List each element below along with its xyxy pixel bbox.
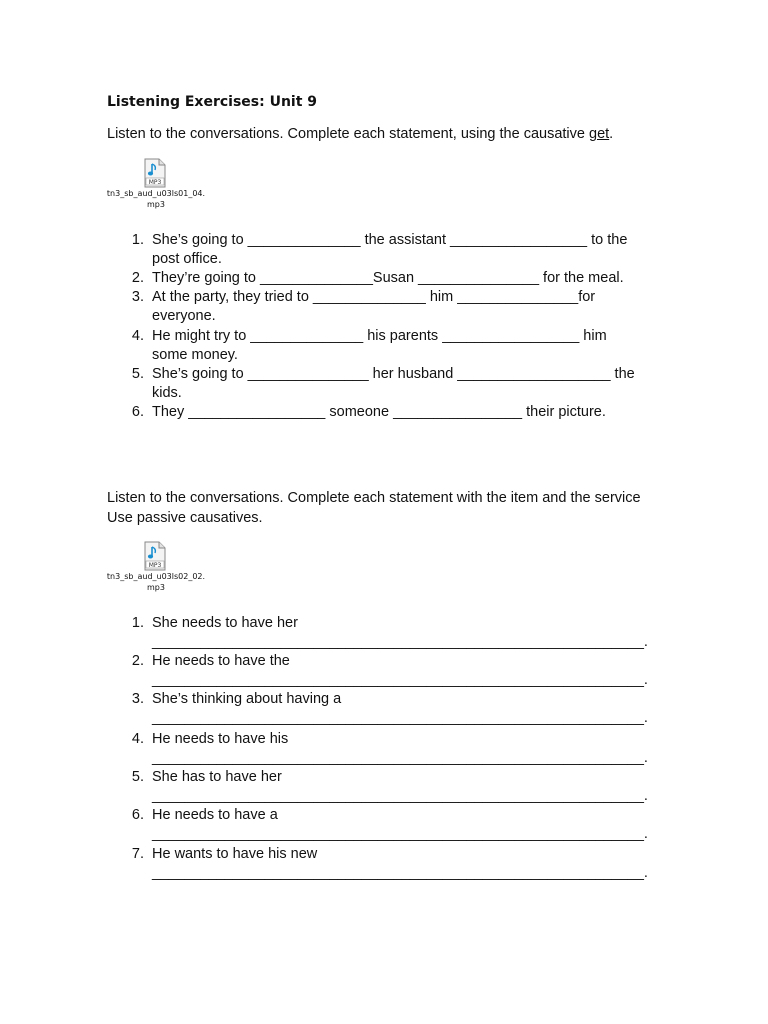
page-title: Listening Exercises: Unit 9 — [107, 94, 318, 110]
answer-blank: _____________________________________________________________. — [152, 634, 648, 650]
answer-blank: _____________________________________________________________. — [152, 672, 648, 688]
item-text: She needs to have her — [152, 615, 298, 631]
item-text: He might try to ______________ his parents _________________ him — [152, 328, 607, 344]
section1-instruction — [107, 124, 613, 144]
list-item — [124, 806, 684, 844]
list-item — [124, 652, 684, 690]
mp3-label: MP3 — [148, 179, 162, 186]
section2-instruction-line2: Use passive causatives. — [107, 510, 263, 526]
list-item — [124, 231, 684, 269]
item-text: They _________________ someone ________________ their picture. — [152, 404, 606, 420]
list-item — [124, 845, 684, 883]
item-text: They’re going to ______________Susan _______________ for the meal. — [152, 270, 624, 286]
list-item — [124, 365, 684, 403]
mp3-file-2[interactable] — [106, 541, 236, 601]
list-item — [124, 403, 684, 422]
list-item — [124, 614, 684, 652]
mp3-file-1[interactable] — [106, 158, 236, 218]
item-number: 6. — [131, 807, 144, 823]
list-item — [124, 288, 684, 326]
item-number: 4. — [131, 328, 144, 344]
answer-blank: _____________________________________________________________. — [152, 826, 648, 842]
list-item — [124, 730, 684, 768]
list-item — [124, 269, 684, 288]
item-number: 2. — [131, 653, 144, 669]
section1-instruction-text: Listen to the conversations. Complete each statement, using the causative — [107, 126, 589, 142]
answer-blank: _____________________________________________________________. — [152, 865, 648, 881]
item-text: He needs to have the — [152, 653, 290, 669]
answer-blank: _____________________________________________________________. — [152, 788, 648, 804]
item-text-continued: everyone. — [152, 308, 216, 324]
file-name: tn3_sb_aud_u03ls02_02.mp3 — [106, 572, 206, 592]
item-number: 3. — [131, 691, 144, 707]
section2-instruction-line1: Listen to the conversations. Complete each statement with the item and the service — [107, 490, 641, 506]
item-text: She’s going to ______________ the assistant _________________ to the — [152, 232, 628, 248]
item-text: He needs to have his — [152, 731, 289, 747]
item-text: He wants to have his new — [152, 846, 318, 862]
item-text: She’s thinking about having a — [152, 691, 342, 707]
file-name: tn3_sb_aud_u03ls01_04.mp3 — [106, 189, 206, 209]
item-number: 3. — [131, 289, 144, 305]
item-number: 2. — [131, 270, 144, 286]
item-text: He needs to have a — [152, 807, 278, 823]
item-text: She has to have her — [152, 769, 282, 785]
item-number: 5. — [131, 769, 144, 785]
item-text-continued: post office. — [152, 251, 222, 267]
list-item — [124, 690, 684, 728]
item-text: At the party, they tried to ______________ him _______________for — [152, 289, 596, 305]
item-number: 7. — [131, 846, 144, 862]
answer-blank: _____________________________________________________________. — [152, 710, 648, 726]
item-number: 1. — [131, 615, 144, 631]
item-text-continued: some money. — [152, 347, 238, 363]
item-number: 1. — [131, 232, 144, 248]
section1-instruction-end: . — [609, 126, 614, 142]
list-item — [124, 768, 684, 806]
answer-blank: _____________________________________________________________. — [152, 750, 648, 766]
list-item — [124, 327, 684, 365]
item-number: 4. — [131, 731, 144, 747]
item-number: 6. — [131, 404, 144, 420]
item-text-continued: kids. — [152, 385, 182, 401]
section2-instruction — [107, 488, 641, 528]
item-text: She’s going to _______________ her husband ___________________ the — [152, 366, 635, 382]
causative-keyword: get — [589, 126, 610, 142]
item-number: 5. — [131, 366, 144, 382]
mp3-label: MP3 — [148, 562, 162, 569]
